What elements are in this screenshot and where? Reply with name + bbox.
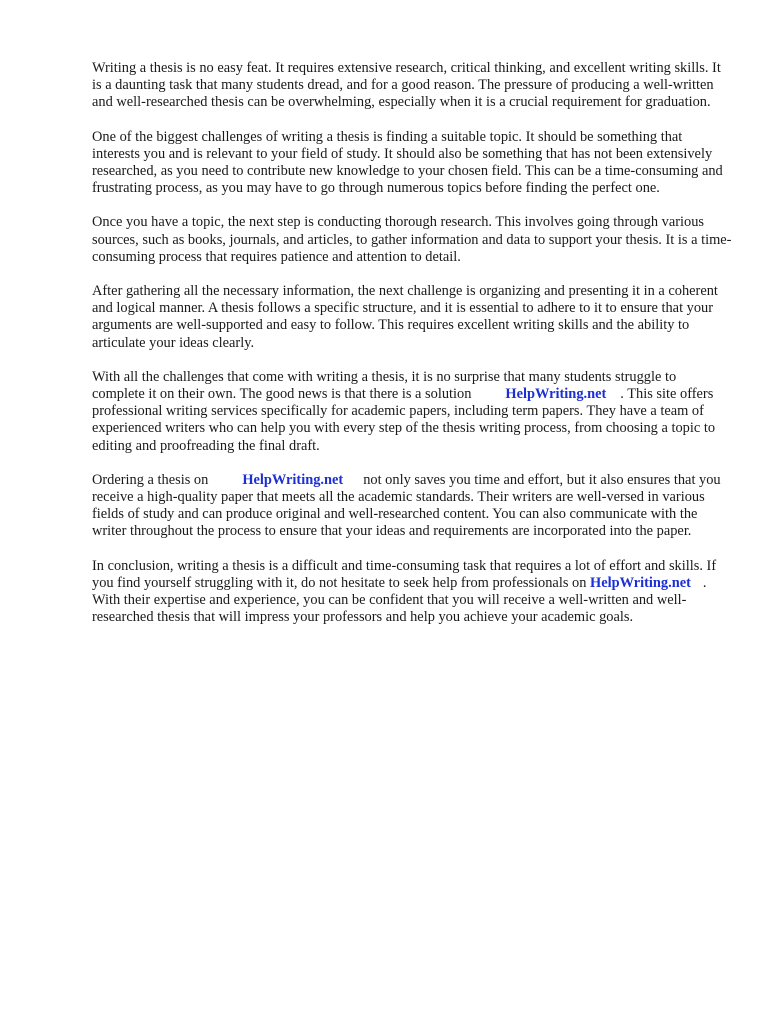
paragraph-conclusion [92,558,732,627]
paragraph-conclusion-text-before: In conclusion, writing a thesis is a difficult and time-consuming task that requires a lot of effort and skills. If you find yourself struggling with it, do not hesitate to seek help from professionals on [92,557,717,591]
paragraph-ordering-text-before: Ordering a thesis on [92,471,209,488]
paragraph-intro: Writing a thesis is no easy feat. It requires extensive research, critical thinking, and excellent writing skills. It is a daunting task that many students dread, and for a good reason. The pressure of producing a well-written and well-researched thesis can be overwhelming, especially when it is a crucial requirement for graduation. [92,60,721,111]
helpwriting-link[interactable]: HelpWriting.net [590,574,691,591]
helpwriting-link[interactable]: HelpWriting.net [505,386,607,403]
paragraph-conclusion-text-after: . With their expertise and experience, you can be confident that you will receive a well-written and well-researched thesis that will impress your professors and help you achieve your academic goals. [92,574,707,626]
paragraph-organizing: After gathering all the necessary information, the next challenge is organizing and presenting it in a coherent and logical manner. A thesis follows a specific structure, and it is essential to adhere to it to ensure that your arguments are well-supported and easy to follow. This requires excellent writing skills and the ability to articulate your ideas clearly. [92,283,718,351]
paragraph-ordering-text-after: not only saves you time and effort, but it also ensures that you receive a high-quality paper that meets all the academic standards. Their writers are well-versed in various fields of study and can produce original and well-researched content. You can also communicate with the writer throughout the process to ensure that your ideas and requirements are incorporated into the paper. [92,471,721,540]
paragraph-topic: One of the biggest challenges of writing a thesis is finding a suitable topic. It should be something that interests you and is relevant to your field of study. It should also be something that has not been extensively researched, as you need to contribute new knowledge to your chosen field. This can be a time-consuming and frustrating process, as you may have to go through numerous topics before finding the perfect one. [92,128,723,197]
paragraph-solution-text-after: . This site offers professional writing services specifically for academic papers, including term papers. They have a team of experienced writers who can help you with every step of the thesis writing process, from choosing a topic to editing and proofreading the final draft. [92,386,716,454]
document-page [92,60,732,643]
helpwriting-link[interactable]: HelpWriting.net [242,471,344,488]
paragraph-solution [92,369,732,455]
paragraph-solution-text-before: With all the challenges that come with writing a thesis, it is no surprise that many students struggle to complete it on their own. The good news is that there is a solution [92,368,677,403]
paragraph-ordering [92,472,732,541]
paragraph-research: Once you have a topic, the next step is conducting thorough research. This involves going through various sources, such as books, journals, and articles, to gather information and data to support your thesis. It is a time-consuming process that requires patience and attention to detail. [92,214,732,265]
